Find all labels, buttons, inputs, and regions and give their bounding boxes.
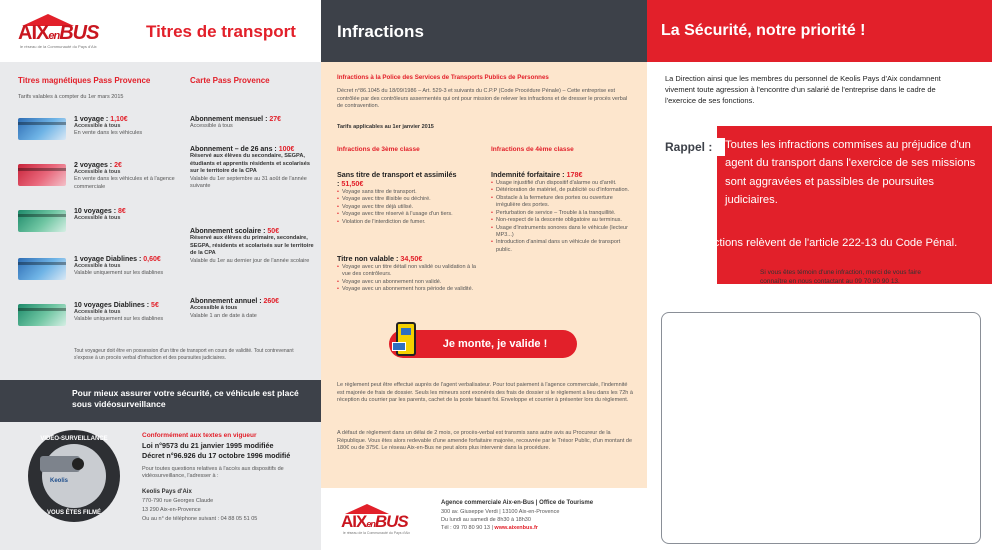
list-item: • Violation de l'interdiction de fumer. [337,219,477,226]
list-item: • Obstacle à la fermeture des portes ou ouverture irrégulière des portes. [491,195,636,210]
list-item: • Usage injustifié d'un dispositif d'alarme ou d'arrêt. [491,180,636,187]
rappel-text: Toutes les infractions commises au préjudice d'un agent du transport dans l'exercice de ses missions sont aggravées et passibles de poursuites judiciaires. [725,139,976,206]
list-item: • Voyage avec titre déjà utilisé. [337,204,477,211]
col3-title: La Sécurité, notre priorité ! [661,22,866,39]
pass-item: Abonnement – de 26 ans : 100€ Réservé aux élèves du secondaire, SEGPA, étudiants et apprentis résidents et scolarisés sur le territoire de la CPA Valable du 1er septembre au 31 août de l'année suivante [190,146,310,190]
validate-slogan: Je monte, je valide ! [389,330,577,358]
agency-address: 300 av. Giuseppe Verdi | 13100 Aix-en-Provence [441,509,560,515]
security-panel [647,0,992,550]
aixenbus-logo [14,14,132,50]
transport-titles-panel [0,0,321,550]
validator-icon [396,322,416,356]
ticket-image [18,258,66,280]
rappel-label: Rappel : [661,138,725,156]
list-item: • Voyage avec un abonnement non validé. [337,279,477,286]
ticket-item: 1 voyage : 1,10€ Accessible à tous En vente dans les véhicules [74,116,143,137]
ticket-item: 10 voyages : 8€ Accessible à tous [74,208,126,221]
video-surveillance-badge [28,430,120,522]
surveillance-info [0,422,321,550]
ticket-image [18,164,66,186]
ticket-item: 2 voyages : 2€ Accessible à tous En vente dans les véhicules et à l'agence commerciale [74,162,175,190]
ticket-image [18,118,66,140]
ticket-image [18,210,66,232]
badge-brand: Keolis [50,478,69,484]
agency-footer [321,488,647,550]
list-item: • Voyage sans titre de transport. [337,189,477,196]
list-item: • Détérioration de matériel, de publicité ou d'information. [491,187,636,194]
surveillance-band [0,380,321,422]
ticket-image [18,304,66,326]
infractions-panel [321,0,647,550]
indemnite-list [491,180,636,254]
infractions-heading: Infractions à la Police des Services de Transports Publics de Personnes [337,74,549,81]
list-item: • Voyage avec titre illisible ou déchiré. [337,196,477,203]
pass-item: Abonnement scolaire : 50€ Réservé aux élèves du primaire, secondaire, SEGPA, résidents et scolarisés sur le territoire de la CPA Valable du 1er au dernier jour de l'année scolaire [190,228,314,264]
payment-text-2: A défaut de règlement dans un délai de 2 mois, ce procès-verbal est transmis sans autre avis au Procureur de la République. Vous êtes alors redevable d'une amende forfaitaire majorée, recouvrée par le Trésor Public, d'un montant de 180€ ou de 375€. Le réseau Aix-en-Bus ne peut alors plus intervenir dans la procédure. [337,430,632,452]
indemnite-heading: Indemnité forfaitaire : 178€ [491,170,583,179]
col2-title: Infractions [337,22,424,41]
address-line-2: 13 290 Aix-en-Provence [142,507,201,513]
col3-header [647,0,992,62]
address-name: Keolis Pays d'Aix [142,489,192,495]
list-item: • Non-respect de la descente obligatoire au terminus. [491,217,636,224]
address-line-1: 770-790 rue Georges Claude [142,498,214,504]
access-text: Pour toutes questions relatives à l'accès aux dispositifs de vidéosurveillance, l'adresser à : [142,466,284,480]
logo-aix: AIX [18,22,49,44]
ticket-item: 10 voyages Diablines : 5€ Accessible à tous Valable uniquement sur les diablines [74,302,164,323]
security-intro: La Direction ainsi que les membres du personnel de Keolis Pays d'Aix condamnent vivement toute agression à l'encontre d'un salarié de l'entreprise dans le cadre de l'exercice de ses fonctions. [665,74,941,105]
agency-title: Agence commerciale Aix-en-Bus | Office de Tourisme [441,500,594,506]
pass-item: Abonnement mensuel : 27€ Accessible à tous [190,116,282,129]
non-valable-list [337,264,477,294]
col2-header [321,0,647,62]
infractions-intro: Décret n°86.1045 du 18/09/1986 – Art. 529-3 et suivants du C.P.P (Code Procédure Pénale) – Cette entreprise est contrôlée par des contrôleurs assermentés qui ont pour mission de relever les infractions et de dresser le procès verbal de contravention. [337,88,628,110]
badge-bottom-text: VOUS ÊTES FILMÉ [46,510,101,516]
list-item: • Usage d'instruments sonores dans le véhicule (lecteur MP3...) [491,225,636,240]
badge-top-text: VIDÉO-SURVEILLANCE [40,436,108,442]
pass-item: Abonnement annuel : 260€ Accessible à tous Valable 1 an de date à date [190,298,280,319]
class3-heading: Infractions de 3ème classe [337,146,420,153]
law-1: Loi n°9573 du 21 janvier 1995 modifiée [142,441,274,450]
carte-pass-heading: Carte Pass Provence [190,76,270,85]
tariffs-section [0,62,321,380]
tarifs-date: Tarifs applicables au 1er janvier 2015 [337,124,434,130]
non-valable-heading: Titre non valable : 34,50€ [337,254,423,263]
sans-titre-list [337,189,477,226]
ticket-item: 1 voyage Diablines : 0,60€ Accessible à tous Valable uniquement sur les diablines [74,256,164,277]
class4-heading: Infractions de 4ème classe [491,146,574,153]
rappel-text-2: Ces infractions relèvent de l'article 222-13 du Code Pénal. [669,237,958,249]
logo-bus: BUS [59,22,99,44]
col1-header [0,0,321,62]
sans-titre-heading: Sans titre de transport et assimilés : 51,50€ [337,170,457,189]
address-line-3: Ou au n° de téléphone suivant : 04 88 05 51 05 [142,516,258,522]
surveillance-text: Pour mieux assurer votre sécurité, ce véhicule est placé sous vidéosurveillance [72,388,299,410]
col1-title: Titres de transport [146,22,296,41]
witness-note: Si vous êtes témoin d'une infraction, merci de vous faire connaître en nous contactant au 09 70 80 90 13. [760,269,921,286]
agency-website-link[interactable]: www.aixenbus.fr [494,525,538,531]
tariff-validity: Tarifs valables à compter du 1er mars 2015 [18,94,124,100]
list-item: • Voyage avec un titre détail non validé ou validation à la vue des contrôleurs. [337,264,477,279]
aixenbus-logo: AIXenBUS le réseau de la Communauté du Pays d'Aix [337,502,437,536]
pass-provence-heading: Titres magnétiques Pass Provence [18,76,151,85]
list-item: • Introduction d'animal dans un véhicule de transport public. [491,239,636,254]
logo-en: en [48,30,60,42]
conformity-heading: Conformément aux textes en vigueur [142,432,257,439]
law-2: Décret n°96.926 du 17 octobre 1996 modifié [142,451,291,460]
logo-tagline: le réseau de la Communauté du Pays d'Aix [20,44,97,49]
footnote: Tout voyageur doit être en possession d'un titre de transport en cours de validité. Tout contrevenant s'expose à un procès verbal d'infraction et des poursuites judiciaires. [74,348,294,361]
blank-notes-box [661,312,981,544]
agency-contact: Tél : 09 70 80 90 13 | www.aixenbus.fr [441,525,538,531]
list-item: • Perturbation de service – Trouble à la tranquillité. [491,210,636,217]
agency-hours: Du lundi au samedi de 8h30 à 18h30 [441,517,531,523]
list-item: • Voyage avec titre réservé à l'usage d'un tiers. [337,211,477,218]
payment-text-1: Le règlement peut être effectué auprès de l'agent verbalisateur. Pour tout paiement à l'agence commerciale, l'indemnité est majorée de frais de dossier. Seuls les mineurs sont exonérés des frais de dossier si le règlement a lieu dans les 72h à réception du courrier par les parents, cachet de la poste faisant foi. Enveloppe et courrier à présenter lors du règlement. [337,382,633,404]
list-item: • Voyage avec un abonnement hors période de validité. [337,286,477,293]
